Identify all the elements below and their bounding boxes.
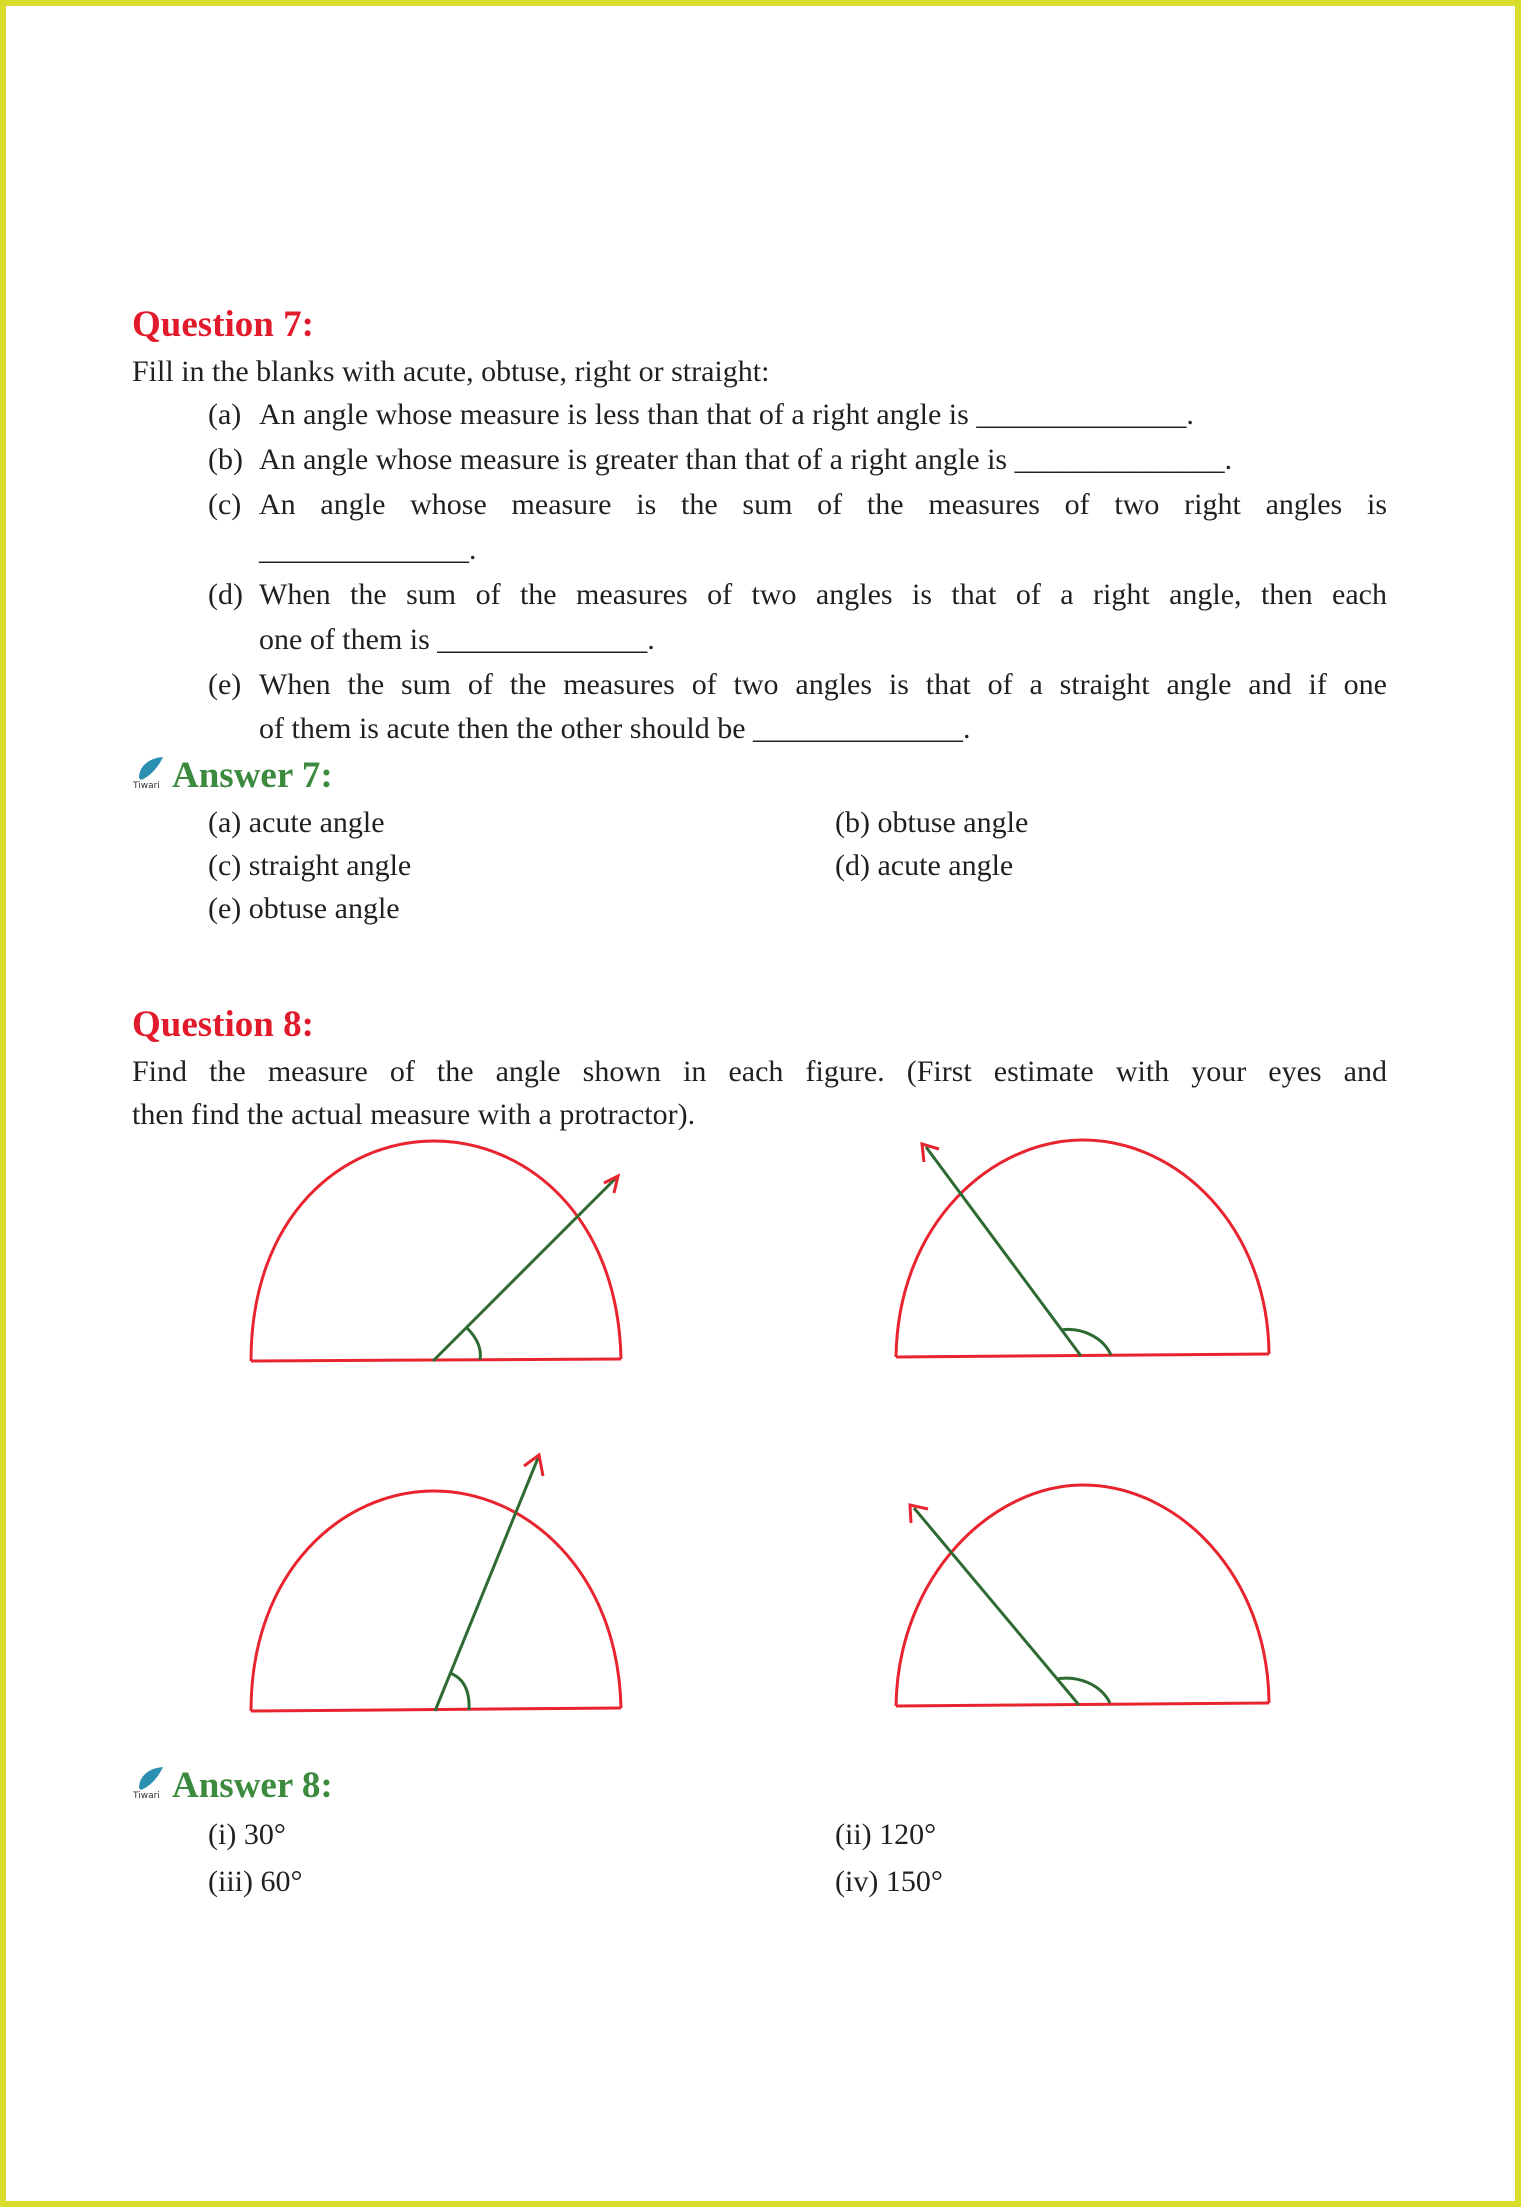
- a7-item-c: [208, 851, 411, 881]
- a8-item-ii-label: (ii): [835, 1818, 872, 1851]
- figure-iii-angle-60: [248, 1440, 628, 1720]
- svg-text:Tiwari: Tiwari: [133, 781, 160, 790]
- a8-item-iii: [208, 1867, 303, 1897]
- a8-item-iii-label: (iii): [208, 1865, 253, 1898]
- a8-item-i-label: (i): [208, 1818, 237, 1851]
- figure-ii-angle-120: [893, 1132, 1273, 1367]
- a7-item-b-text: obtuse angle: [877, 806, 1029, 839]
- a8-item-iii-text: 60°: [260, 1865, 303, 1898]
- figure-i-angle-30: [248, 1135, 628, 1370]
- q7-item-c-text-cont: ______________.: [259, 533, 477, 566]
- a8-item-iv: [835, 1867, 943, 1897]
- q7-item-c-label: (c): [208, 488, 242, 521]
- a8-item-iv-text: 150°: [885, 1865, 943, 1898]
- a7-item-a-label: (a): [208, 806, 242, 839]
- a7-item-a: [208, 808, 385, 838]
- q7-item-d-text: When the sum of the measures of two angles is that of a right angle, then each: [259, 578, 1387, 611]
- a7-item-d: [835, 851, 1013, 881]
- q7-item-d-text-cont: one of them is ______________.: [259, 623, 655, 656]
- a8-item-ii: [835, 1820, 936, 1850]
- answer-7-heading: Answer 7:: [172, 755, 333, 796]
- q7-item-b-label: (b): [208, 443, 243, 476]
- a7-item-e: [208, 894, 400, 924]
- a7-item-d-text: acute angle: [877, 849, 1014, 882]
- a7-item-e-text: obtuse angle: [248, 892, 400, 925]
- a7-item-c-text: straight angle: [248, 849, 412, 882]
- q7-item-c-text: An angle whose measure is the sum of the measures of two right angles is: [259, 488, 1387, 521]
- q7-item-a-text: An angle whose measure is less than that of a right angle is ______________.: [259, 398, 1194, 431]
- question-8-heading: Question 8:: [132, 1004, 314, 1045]
- q7-item-e-text: When the sum of the measures of two angles is that of a straight angle and if one: [259, 668, 1387, 701]
- question-8-prompt-line-2: then find the actual measure with a protractor).: [132, 1098, 696, 1131]
- svg-text:Tiwari: Tiwari: [133, 1791, 160, 1800]
- a8-item-i-text: 30°: [243, 1818, 286, 1851]
- q7-item-e-text-cont: of them is acute then the other should be ______________.: [259, 712, 971, 745]
- a7-item-d-label: (d): [835, 849, 870, 882]
- a8-item-ii-text: 120°: [879, 1818, 937, 1851]
- answer-8-heading: Answer 8:: [172, 1765, 333, 1806]
- tiwari-academy-logo-icon: [133, 1766, 165, 1800]
- q7-item-a-label: (a): [208, 398, 242, 431]
- tiwari-academy-logo-icon: [133, 756, 165, 790]
- a7-item-c-label: (c): [208, 849, 242, 882]
- a7-item-e-label: (e): [208, 892, 242, 925]
- question-7-prompt: Fill in the blanks with acute, obtuse, right or straight:: [132, 355, 770, 388]
- a7-item-b-label: (b): [835, 806, 870, 839]
- q7-item-d-label: (d): [208, 578, 243, 611]
- q7-item-e-label: (e): [208, 668, 242, 701]
- a8-item-i: [208, 1820, 286, 1850]
- q7-item-b-text: An angle whose measure is greater than that of a right angle is ______________.: [259, 443, 1233, 476]
- figure-iv-angle-150: [893, 1475, 1273, 1715]
- question-7-heading: Question 7:: [132, 304, 314, 345]
- a7-item-b: [835, 808, 1028, 838]
- a7-item-a-text: acute angle: [248, 806, 385, 839]
- a8-item-iv-label: (iv): [835, 1865, 879, 1898]
- question-8-prompt-line-1: Find the measure of the angle shown in each figure. (First estimate with your eyes and: [132, 1055, 1387, 1088]
